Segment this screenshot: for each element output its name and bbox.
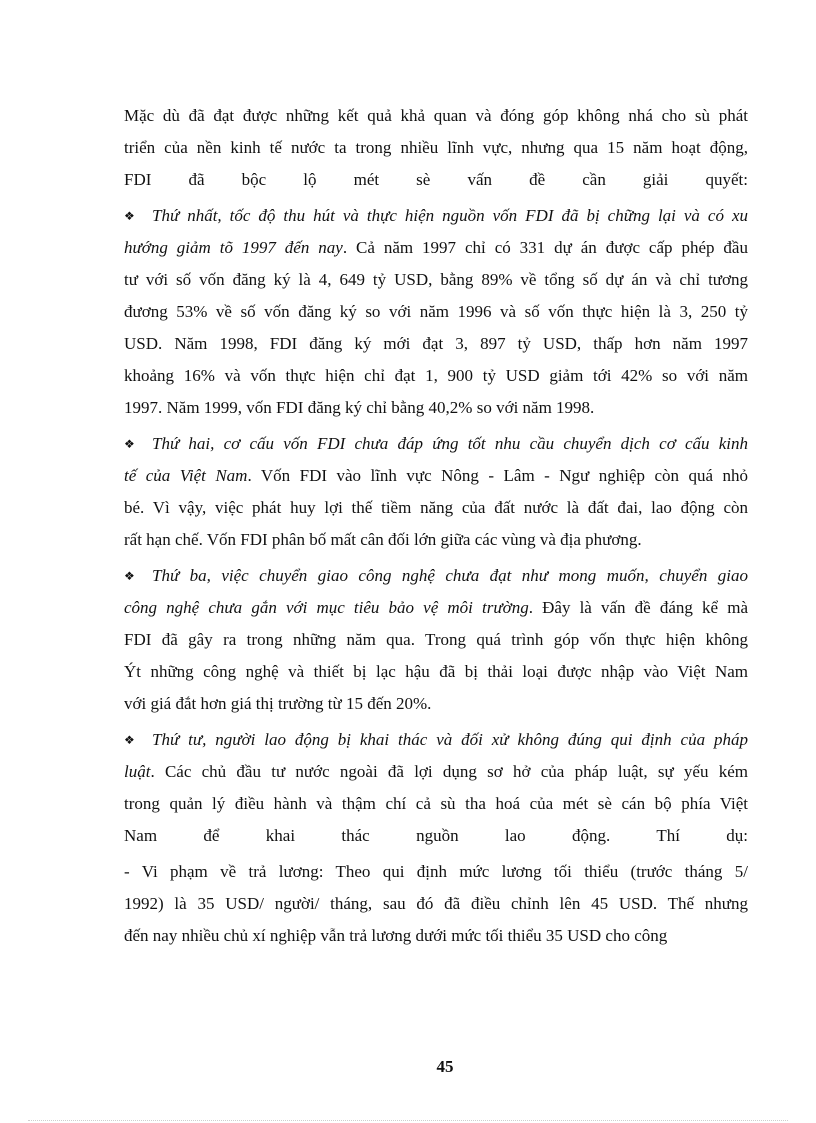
issue-2-heading <box>124 428 748 460</box>
violation-line-3: đến nay nhiều chủ xí nghiệp vẫn trả lương dưới mức tối thiểu 35 USD cho công <box>124 926 668 945</box>
issue-3-line-3: FDI đã gây ra trong những năm qua. Trong quá trình góp vốn thực hiện không <box>124 630 748 649</box>
issue-2-line-4: rất hạn chế. Vốn FDI phân bố mất cân đối lớn giữa các vùng và địa phương. <box>124 530 642 549</box>
intro-line-2: triển của nền kinh tế nước ta trong nhiều lĩnh vực, nhưng qua 15 năm hoạt động, <box>124 138 748 157</box>
intro-line-3: FDI đã bộc lộ mét sè vấn đề cần giải quyết: <box>124 170 748 189</box>
issue-1-line-4: đương 53% về số vốn đăng ký so với năm 1996 và số vốn thực hiện là 3, 250 tỷ <box>124 302 748 321</box>
issue-1-tail-2: . Cả năm 1997 chỉ có 331 dự án được cấp phép đầu <box>342 238 748 257</box>
issue-1-line-5: USD. Năm 1998, FDI đăng ký mới đạt 3, 897 tỷ USD, thấp hơn năm 1997 <box>124 334 748 353</box>
violation-line-1: - Vi phạm về trả lương: Theo qui định mức lương tối thiểu (trước tháng 5/ <box>124 862 748 881</box>
issue-3-line-4: Ýt những công nghệ và thiết bị lạc hậu đã bị thải loại được nhập vào Việt Nam <box>124 662 748 681</box>
issue-4-lead-2: luật <box>124 762 151 781</box>
issue-3-line-5: với giá đắt hơn giá thị trường từ 15 đến 20%. <box>124 694 432 713</box>
issue-3-lead-1: Thứ ba, việc chuyển giao công nghệ chưa đạt như mong muốn, chuyển giao <box>152 566 748 585</box>
document-body <box>124 100 748 952</box>
issue-3-lead-2: công nghệ chưa gắn với mục tiêu bảo vệ môi trường <box>124 598 529 617</box>
issue-1-lead-1: Thứ nhất, tốc độ thu hút và thực hiện nguồn vốn FDI đã bị chững lại và có xu <box>152 206 748 225</box>
diamond-bullet-icon: ❖ <box>124 209 135 223</box>
issue-1-line-3: tư với số vốn đăng ký là 4, 649 tỷ USD, bằng 89% về tổng số dự án và chỉ tương <box>124 270 748 289</box>
intro-line-1: Mặc dù đã đạt được những kết quả khả quan và đóng góp không nhá cho sù phát <box>124 106 748 125</box>
issue-1-heading <box>124 200 748 232</box>
issue-3-line-2 <box>124 592 748 624</box>
issue-1-lead-2: hướng giảm tõ 1997 đến nay <box>124 238 343 257</box>
issue-2-line-3: bé. Vì vậy, việc phát huy lợi thế tiềm năng của đất nước là đất đai, lao động còn <box>124 498 748 517</box>
diamond-bullet-icon: ❖ <box>124 733 135 747</box>
issue-4-tail-2: . Các chủ đầu tư nước ngoài đã lợi dụng sơ hở của pháp luật, sự yếu kém <box>150 762 748 781</box>
issue-4-line-3: trong quản lý điều hành và thậm chí cả sù tha hoá của mét sè cán bộ phía Việt <box>124 794 748 813</box>
issue-1-line-2 <box>124 232 748 264</box>
issue-4-lead-1: Thứ tư, người lao động bị khai thác và đối xử không đúng qui định của pháp <box>152 730 748 749</box>
issue-4-line-4: Nam để khai thác nguồn lao động. Thí dụ: <box>124 826 748 845</box>
issue-1-line-7: 1997. Năm 1999, vốn FDI đăng ký chỉ bằng 40,2% so với năm 1998. <box>124 398 595 417</box>
issue-2-line-2 <box>124 460 748 492</box>
issue-4-heading <box>124 724 748 756</box>
issue-2-lead-1: Thứ hai, cơ cấu vốn FDI chưa đáp ứng tốt nhu cầu chuyển dịch cơ cấu kinh <box>152 434 748 453</box>
issue-2-lead-2: tế của Việt Nam <box>124 466 248 485</box>
page-number: 45 <box>436 1057 454 1076</box>
issue-1-line-6: khoảng 16% và vốn thực hiện chỉ đạt 1, 900 tỷ USD giảm tới 42% so với năm <box>124 366 748 385</box>
issue-3-tail-2: . Đây là vấn đề đáng kể mà <box>528 598 748 617</box>
issue-4-line-2 <box>124 756 748 788</box>
diamond-bullet-icon: ❖ <box>124 437 135 451</box>
diamond-bullet-icon: ❖ <box>124 569 135 583</box>
issue-2-tail-2: . Vốn FDI vào lĩnh vực Nông - Lâm - Ngư nghiệp còn quá nhỏ <box>247 466 748 485</box>
issue-3-heading <box>124 560 748 592</box>
violation-line-2: 1992) là 35 USD/ người/ tháng, sau đó đã điều chỉnh lên 45 USD. Thế nhưng <box>124 894 748 913</box>
page-bottom-divider <box>28 1120 788 1121</box>
